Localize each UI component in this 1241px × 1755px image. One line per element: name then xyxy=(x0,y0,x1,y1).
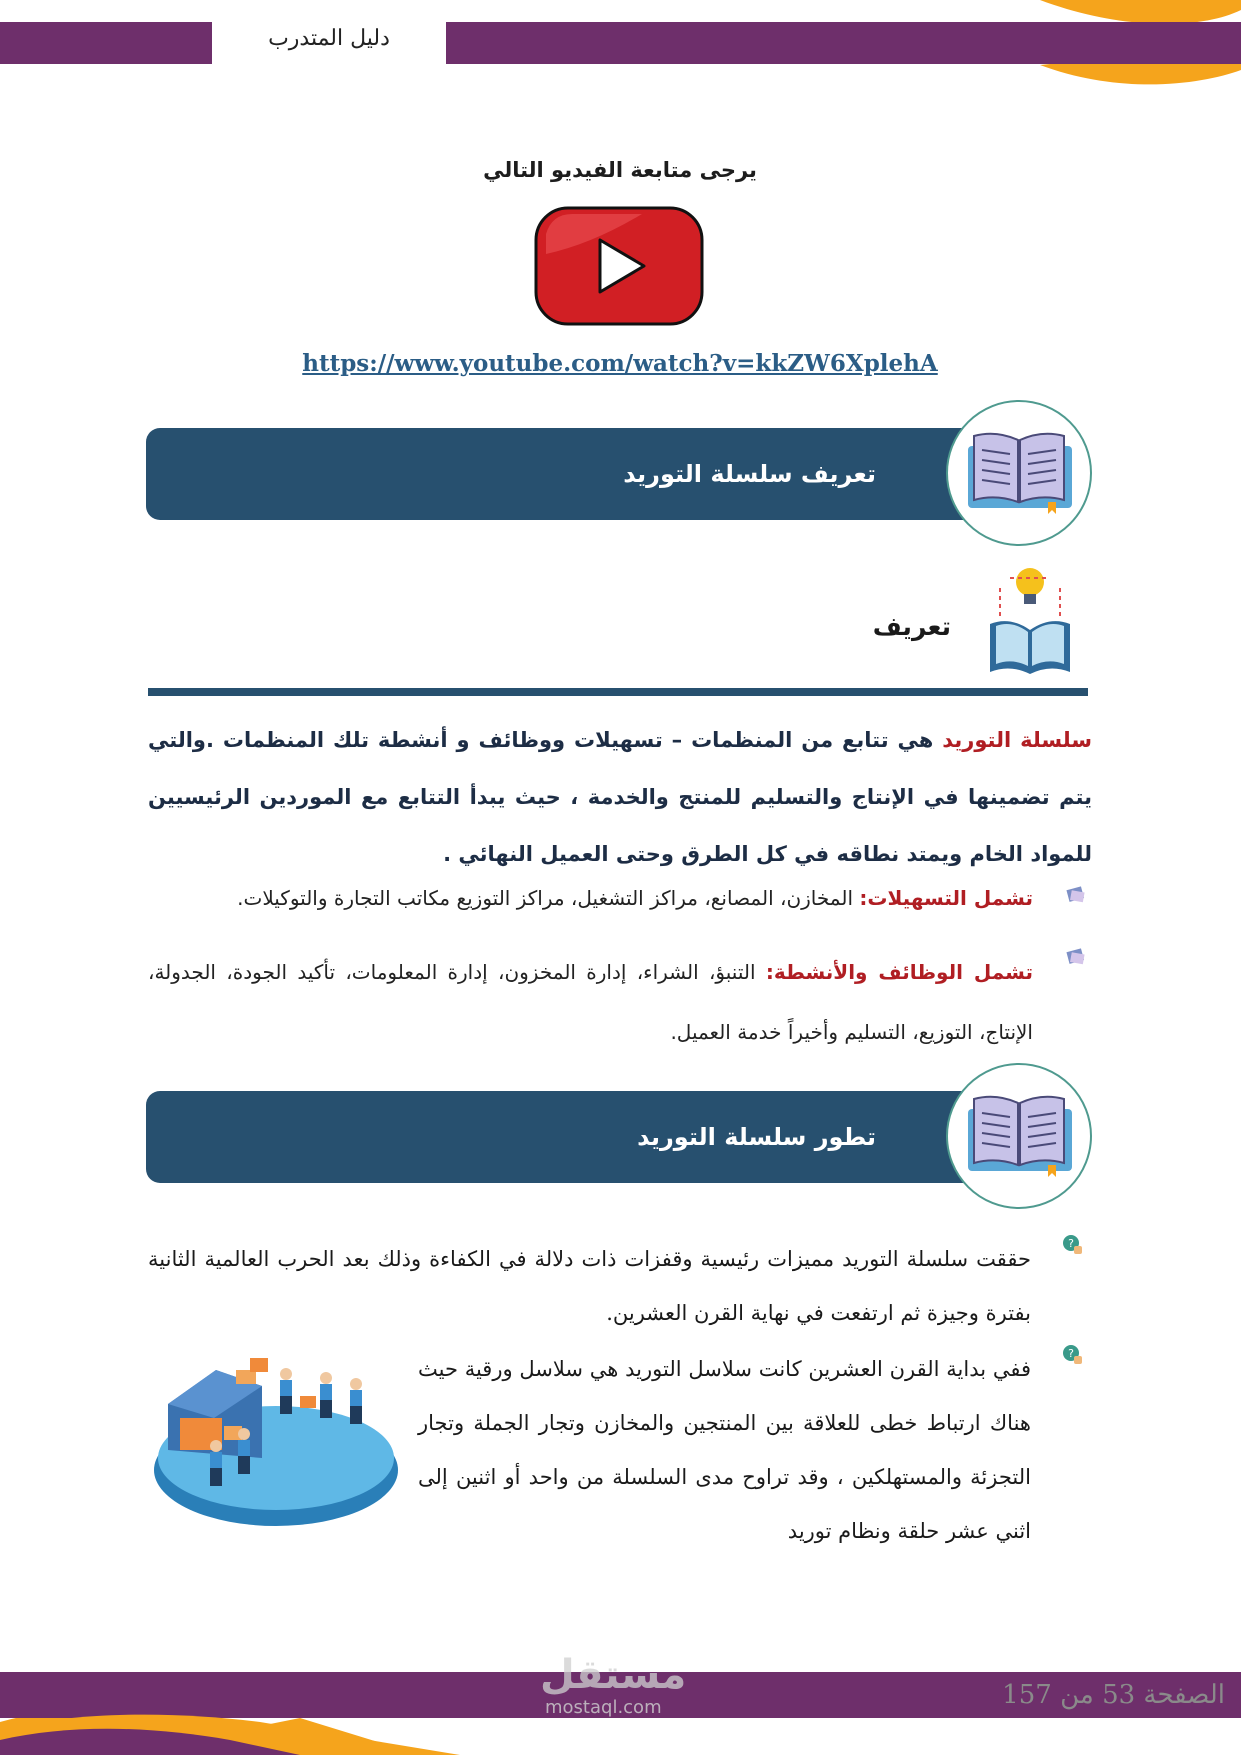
definition-term: سلسلة التوريد xyxy=(942,728,1093,752)
definition-divider xyxy=(148,688,1088,696)
svg-text:?: ? xyxy=(1068,1237,1074,1250)
video-link[interactable]: https://www.youtube.com/watch?v=kkZW6XplehA xyxy=(302,350,938,377)
section-banner-definition xyxy=(146,428,1026,520)
page-number: الصفحة 53 من 157 xyxy=(1002,1680,1225,1710)
definition-text: هي تتابع من المنظمات – تسهيلات ووظائف و أنشطة تلك المنظمات .والتي يتم تضمينها في الإنتاج والتسليم للمنتج والخدمة ، حيث يبدأ التتابع مع الموردين الرئيسيين للمواد الخام ويمتد نطاقه في كل الطرق وحتى العميل النهائي . xyxy=(148,728,1092,866)
section-banner-evolution xyxy=(146,1091,1026,1183)
header-bar-left xyxy=(0,22,212,64)
bullet-text: التنبؤ، الشراء، إدارة المخزون، إدارة المعلومات، تأكيد الجودة، الجدولة، الإنتاج، التوزيع، التسليم وأخيراً خدمة العميل. xyxy=(148,960,1033,1044)
question-bullet-icon xyxy=(1062,1344,1084,1366)
bullet-text: المخازن، المصانع، مراكز التشغيل، مراكز التوزيع مكاتب التجارة والتوكيلات. xyxy=(237,886,860,910)
warehouse-workers-illustration xyxy=(150,1340,402,1530)
watermark-url: mostaql.com xyxy=(545,1697,662,1718)
definition-title: تعريف xyxy=(872,612,951,641)
bullet-facilities xyxy=(148,880,1033,916)
bullet-lead: تشمل التسهيلات: xyxy=(859,886,1033,910)
bullet-functions xyxy=(148,942,1033,1062)
bullet-lead: تشمل الوظائف والأنشطة: xyxy=(765,960,1033,984)
watermark-logo: مستقل xyxy=(540,1652,687,1698)
bullet-icon xyxy=(1065,946,1087,968)
definition-paragraph xyxy=(148,712,1092,883)
question-bullet-icon xyxy=(1062,1234,1084,1256)
header-bar-right xyxy=(446,22,1241,64)
book-icon xyxy=(946,1063,1092,1209)
footer-decoration-lower xyxy=(0,1700,460,1755)
book-icon xyxy=(946,400,1092,546)
bullet-icon xyxy=(1065,884,1087,906)
video-label: يرجى متابعة الفيديو التالي xyxy=(483,158,757,182)
lightbulb-book-icon xyxy=(980,560,1080,680)
svg-text:?: ? xyxy=(1068,1347,1074,1360)
evolution-paragraph-1: حققت سلسلة التوريد مميزات رئيسية وقفزات ذات دلالة في الكفاءة وذلك بعد الحرب العالمية الثانية بفترة وجيزة ثم ارتفعت في نهاية القرن العشرين. xyxy=(148,1247,1031,1325)
section-title: تطور سلسلة التوريد xyxy=(637,1123,876,1151)
evolution-paragraph-2: ففي بداية القرن العشرين كانت سلاسل التوريد هي سلاسل ورقية حيث هناك ارتباط خطى للعلاقة بين المنتجين والمخازن وتجار الجملة وتجار التجزئة والمستهلكين ، وقد تراوح مدى السلسلة من واحد أو اثنين إلى اثني عشر حلقة ونظام توريد xyxy=(418,1357,1031,1543)
youtube-play-icon[interactable] xyxy=(532,204,706,328)
header-title: دليل المتدرب xyxy=(268,26,390,51)
section-title: تعريف سلسلة التوريد xyxy=(623,460,876,488)
